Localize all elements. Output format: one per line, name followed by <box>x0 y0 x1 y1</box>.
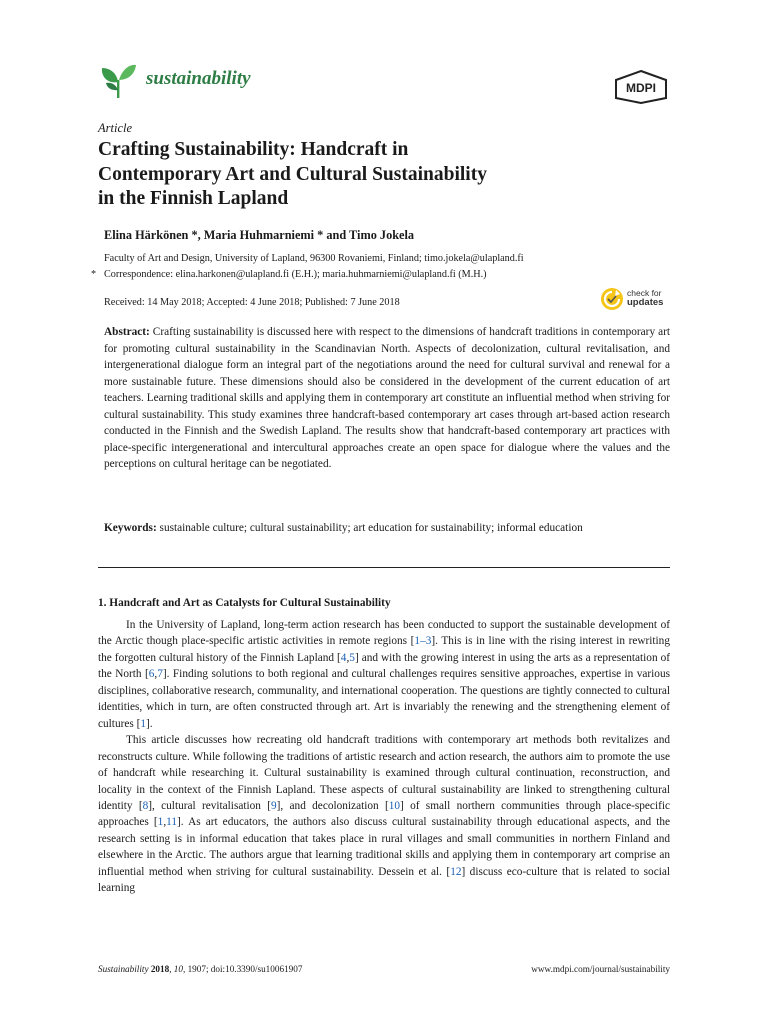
citation-link[interactable]: 1 <box>140 717 147 730</box>
citation-link[interactable]: 1 <box>157 816 164 829</box>
author-list: Elina Härkönen *, Maria Huhmarniemi * and Timo Jokela <box>104 228 415 242</box>
section-divider <box>98 567 670 568</box>
title-line: Crafting Sustainability: Handcraft in <box>98 139 409 160</box>
mdpi-logo <box>612 70 670 104</box>
keywords-label: Keywords: <box>104 522 157 534</box>
footer-url[interactable]: www.mdpi.com/journal/sustainability <box>531 964 670 974</box>
section-body <box>98 617 670 897</box>
sustainability-leaf-icon <box>98 60 138 100</box>
citation-link[interactable]: 9 <box>271 799 277 812</box>
citation-link[interactable]: 5 <box>349 651 355 664</box>
publication-dates: Received: 14 May 2018; Accepted: 4 June 2018; Published: 7 June 2018 <box>104 297 400 308</box>
journal-name: sustainability <box>146 68 251 89</box>
correspondence-text[interactable]: Correspondence: elina.harkonen@ulapland.fi (E.H.); maria.huhmarniemi@ulapland.fi (M.H.) <box>104 268 487 280</box>
title-line: in the Finnish Lapland <box>98 188 289 209</box>
abstract-text: Crafting sustainability is discussed here with respect to the dimensions of handcraft traditions in contemporary art for promoting cultural sustainability in the Scandinavian North. Aspects of decolonization, cultural revitalisation, and intergenerational dialogue form an integral part of the negotiations around the need for cultural survival and renewal for a more sustainable future. These dimensions should also be considered in the development of the current education of art teachers. Learning traditional skills and applying them in contemporary art constitute an influential method when striving for cultural sustainability. This study examines three handcraft-based contemporary art cases through art-based action research conducted in the Finnish and the Swedish Lapland. The results show that handcraft-based contemporary art practices with place-specific intergenerational and intercultural approaches create an open space for dialogue where the values and the perceptions on cultural heritage can be negotiated. <box>104 326 670 471</box>
mdpi-logo-text: MDPI <box>626 81 656 95</box>
section-heading: 1. Handcraft and Art as Catalysts for Cultural Sustainability <box>98 597 391 609</box>
abstract-label: Abstract: <box>104 326 150 338</box>
citation-link[interactable]: 11 <box>166 816 178 829</box>
title-line: Contemporary Art and Cultural Sustainability <box>98 163 487 185</box>
citation-link[interactable]: 7 <box>157 668 163 681</box>
citation-link[interactable]: 12 <box>450 865 462 878</box>
citation-link[interactable]: 10 <box>388 799 401 812</box>
footer-citation: Sustainability 2018, 10, 1907; doi:10.3390/su10061907 <box>98 964 303 974</box>
check-updates-icon <box>600 287 624 311</box>
check-updates-label: check for updates <box>627 288 664 308</box>
asterisk-mark: * <box>91 268 97 280</box>
keywords-text: sustainable culture; cultural sustainability; art education for sustainability; informal education <box>159 522 583 534</box>
body-paragraph: This article discusses how recreating old handcraft traditions with contemporary art methods both revitalizes and reconstructs culture. While following the traditions of artistic research and action research, the authors aim to promote the use of handcraft while researching it. Cultural sustainability is examined through cultural continuation, reconstruction, and locality in the context of the Finnish Lapland. These aspects of cultural sustainability are linked to strengthening cultural identity [8], cultural revitalisation [9], and decolonization [10] of small northern communities through place-specific approaches [1,11]. As art educators, the authors also discuss cultural sustainability through educational aspects, and the research setting is in informal education that takes place in rural villages and small communities in northern Finland and elsewhere in the Arctic. The authors argue that learning traditional skills and applying them in contemporary art comprise an influential method when striving for cultural sustainability. Dessein et al. [12] discuss eco-culture that is related to social learning <box>98 734 670 895</box>
check-for-updates-badge[interactable] <box>600 287 672 311</box>
affiliation-row <box>104 251 524 267</box>
citation-link[interactable]: 4 <box>340 651 347 664</box>
citation-link[interactable]: 6 <box>148 668 155 681</box>
correspondence-row <box>91 267 524 283</box>
citation-link[interactable]: 8 <box>142 799 149 812</box>
body-paragraph: In the University of Lapland, long-term action research has been conducted to support the sustainable development of the Arctic though place-specific artistic activities in remote regions [1–3]. This is in line with the rising interest in rewriting the forgotten cultural history of the Finnish Lapland [4,5] and with the growing interest in using the arts as a representation of the North [6,7]. Finding solutions to both regional and cultural challenges requires sensitive approaches, expertise in various disciplines, collaborative research, communality, and international cooperation. The questions are tightly connected to cultural identities, which in turn, are often constructed through art. Art is invariably the renewing and the strengthening element of cultures [1]. <box>98 619 671 730</box>
citation-link[interactable]: 1–3 <box>414 635 432 648</box>
affiliation-list <box>91 251 524 282</box>
abstract <box>104 324 670 473</box>
affiliation-text: Faculty of Art and Design, University of Lapland, 96300 Rovaniemi, Finland; timo.jokela@ulapland.fi <box>104 253 524 264</box>
article-title <box>98 138 658 212</box>
keywords <box>104 520 670 537</box>
article-type: Article <box>98 121 133 135</box>
